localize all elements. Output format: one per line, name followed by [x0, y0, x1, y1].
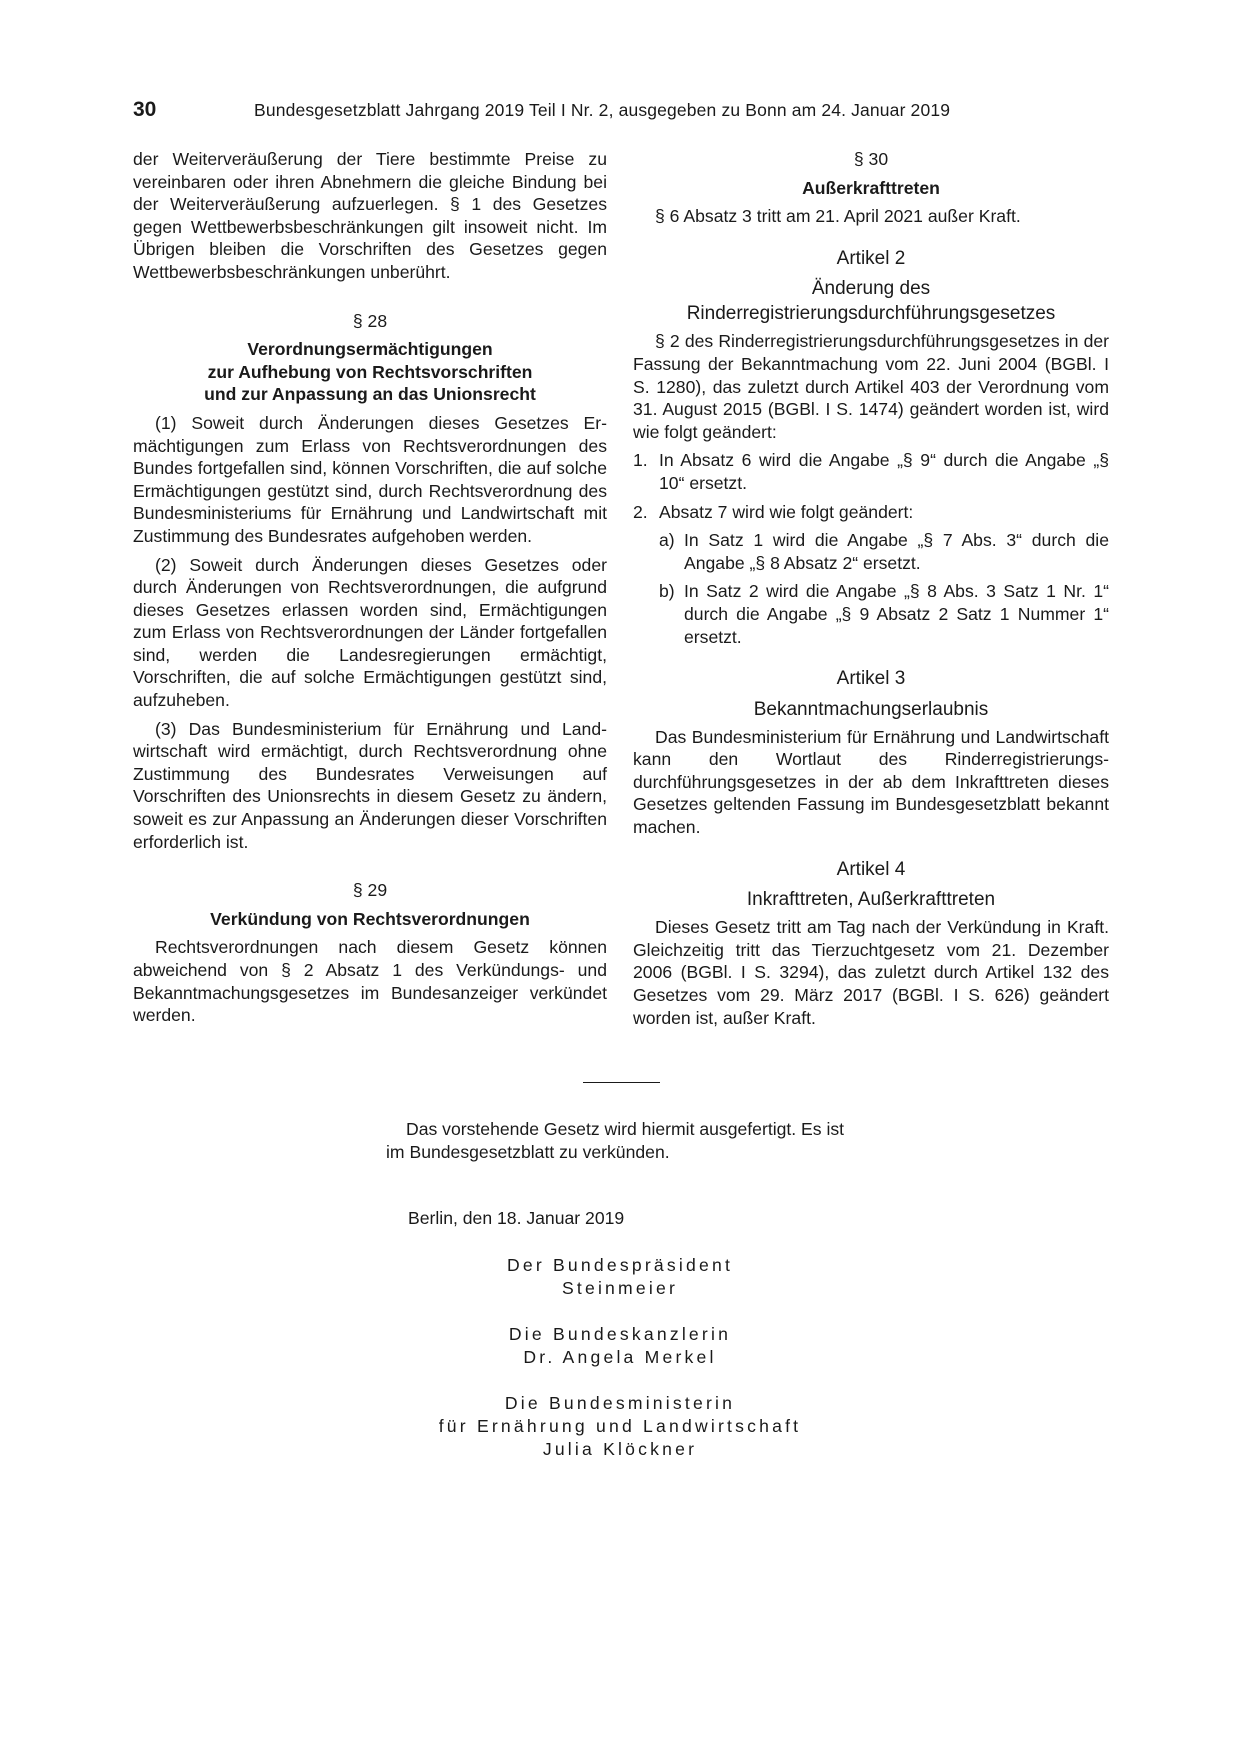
paragraph: Das Bundesministerium für Ernährung und Landwirtschaft kann den Wortlaut des Rinderregistrierungsdurchführungsgesetzes in der ab dem Inkrafttreten dieses Gesetzes geltenden Fassung im Bundesgesetzblatt bekannt machen.: [633, 726, 1109, 838]
article-number: Artikel 4: [836, 858, 906, 880]
signatory-role: Die Bundesministerin: [504, 1393, 736, 1413]
list-marker: 1.: [633, 450, 648, 471]
section-number: § 28: [352, 310, 388, 331]
list-marker: a): [659, 530, 675, 551]
signature-block-president: [360, 1254, 880, 1300]
list-text: Absatz 7 wird wie folgt geändert:: [659, 501, 914, 522]
paragraph-1: (1) Soweit durch Änderungen dieses Gesetzes Ermächtigungen zum Erlass von Rechtsverordnungen des Bundes fortgefallen sind, können Vorschriften, die auf solche Ermächtigungen gestützt sind, durch Rechtsverordnung des Bundesministeriums für Ernährung und Landwirtschaft mit Zustimmung des Bundesrates aufgehoben werden.: [133, 412, 607, 546]
list-text: In Satz 1 wird die Angabe „§ 7 Abs. 3“ durch die Angabe „§ 8 Absatz 2“ ersetzt.: [684, 530, 1109, 573]
section-title-line: und zur Anpassung an das Unionsrecht: [204, 384, 536, 405]
section-title-line: Verordnungsermächtigungen: [247, 339, 493, 360]
list-marker: 2.: [633, 501, 648, 522]
section-28: [133, 310, 607, 854]
signatory-role: Der Bundespräsident: [506, 1255, 734, 1275]
article-title: Bekanntmachungserlaubnis: [753, 698, 989, 720]
paragraph-2: (2) Soweit durch Änderungen dieses Gesetzes oder durch Änderungen von Rechtsverordnungen, die aufgrund dieses Gesetzes erlassen worden sind, Ermächtigungen zum Erlass von Rechtsverordnungen der Länder fortgefallen sind, werden die Landesregierungen ermächtigt, Vorschriften, die auf solche Ermächtigungen gestützt sind, aufzuheben.: [133, 554, 607, 711]
list-item: [633, 501, 1109, 524]
paragraph: § 6 Absatz 3 tritt am 21. April 2021 außer Kraft.: [655, 206, 1021, 227]
article-4: [633, 859, 1109, 1030]
right-column: [633, 148, 1109, 1029]
article-title-line: Änderung des: [811, 278, 931, 300]
paragraph: Rechtsverordnungen nach diesem Gesetz können abweichend von § 2 Absatz 1 des Verkündungs- und Bekanntmachungsgesetzes im Bundesanzeiger verkündet werden.: [133, 937, 607, 1026]
paragraph-3: (3) Das Bundesministerium für Ernährung und Landwirtschaft wird ermächtigt, durch Rechtsverordnung ohne Zustimmung des Bundesrates Verweisungen auf Vorschriften des Unionsrechts in diesem Gesetz zu ändern, soweit es zur Anpassung an Änderungen dieser Vorschriften erforderlich ist.: [133, 718, 607, 852]
separator-rule: [583, 1082, 660, 1083]
section-number: § 29: [352, 880, 388, 901]
signatory-name: Julia Klöckner: [542, 1439, 698, 1459]
signatory-name: Dr. Angela Merkel: [523, 1347, 717, 1367]
signature-block-minister: [360, 1392, 880, 1461]
promulgation-clause: [386, 1118, 866, 1164]
article-number: Artikel 2: [836, 247, 906, 269]
article-title: Inkrafttreten, Außerkrafttreten: [746, 889, 996, 911]
signatory-role: für Ernährung und Landwirtschaft: [438, 1416, 802, 1436]
section-title: Verkündung von Rechtsverordnungen: [210, 908, 530, 929]
list-marker: b): [659, 581, 675, 602]
continued-paragraph: der Weiterveräußerung der Tiere bestimmte Preise zu vereinbaren oder ihren Abnehmern die gleiche Bindung bei der Weiterveräußerung aufzuerlegen. § 1 des Gesetzes gegen Wettbewerbsbeschränkungen gilt insoweit nicht. Im Übrigen bleiben die Vorschriften des Gesetzes gegen Wettbewerbsbeschränkungen unberührt.: [133, 149, 607, 282]
list-item: [633, 449, 1109, 494]
sub-list-item: [659, 529, 1109, 574]
section-title: Außerkrafttreten: [802, 177, 940, 198]
signature-block-chancellor: [360, 1323, 880, 1369]
page-header: [133, 98, 1108, 128]
article-number: Artikel 3: [836, 668, 906, 690]
article-3: [633, 668, 1109, 839]
article-2: [633, 248, 1109, 648]
signatory-name: Steinmeier: [561, 1278, 679, 1298]
page-number: 30: [133, 98, 157, 121]
running-title: Bundesgesetzblatt Jahrgang 2019 Teil I Nr. 2, ausgegeben zu Bonn am 24. Januar 2019: [254, 100, 951, 120]
article-intro: § 2 des Rinderregistrierungsdurchführungsgesetzes in der Fassung der Bekanntmachung vom 22. Juni 2004 (BGBl. I S. 1280), das zuletzt durch Artikel 403 der Verordnung vom 31. August 2015 (BGBl. I S. 1474) geändert worden ist, wird wie folgt geändert:: [633, 331, 1109, 442]
section-number: § 30: [853, 149, 889, 169]
place-date: Berlin, den 18. Januar 2019: [408, 1208, 625, 1228]
left-column: [133, 148, 607, 1027]
list-text: In Satz 2 wird die Angabe „§ 8 Abs. 3 Satz 1 Nr. 1“ durch die Angabe „§ 9 Absatz 2 Satz 1 Nummer 1“ ersetzt.: [684, 581, 1109, 647]
signatory-role: Die Bundeskanzlerin: [508, 1324, 732, 1344]
promulgation-text: Das vorstehende Gesetz wird hiermit ausgefertigt. Es ist im Bundesgesetzblatt zu verkünden.: [386, 1119, 845, 1162]
article-title-line: Rinderregistrierungsdurchführungsgesetzes: [686, 303, 1056, 325]
sub-list-item: [659, 580, 1109, 648]
list-text: In Absatz 6 wird die Angabe „§ 9“ durch die Angabe „§ 10“ ersetzt.: [659, 450, 1109, 493]
section-29: [133, 879, 607, 1027]
paragraph: Dieses Gesetz tritt am Tag nach der Verkündung in Kraft. Gleichzeitig tritt das Tierzuchtgesetz vom 21. Dezember 2006 (BGBl. I S. 3294), das zuletzt durch Artikel 132 des Gesetzes vom 29. März 2017 (BGBl. I S. 626) geändert worden ist, außer Kraft.: [633, 917, 1109, 1028]
section-title-line: zur Aufhebung von Rechtsvorschriften: [207, 361, 533, 382]
section-30: [633, 148, 1109, 228]
